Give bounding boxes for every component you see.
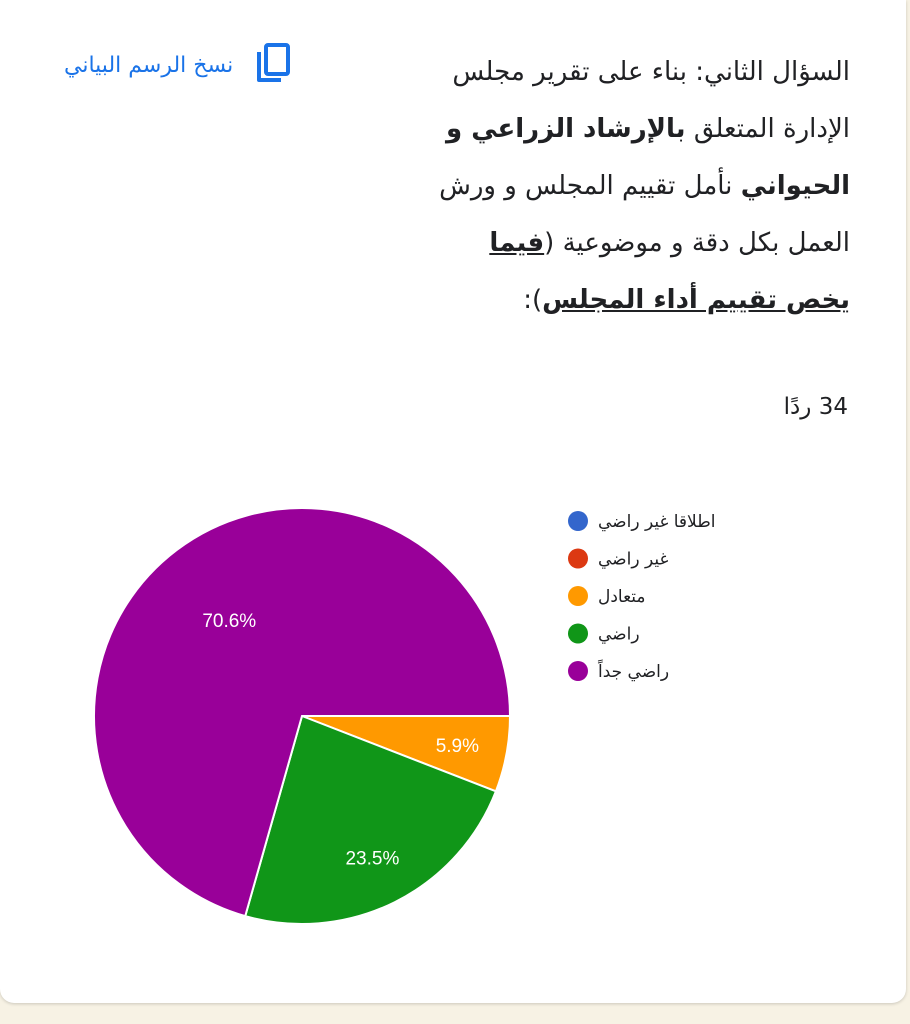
question-text-part3: ): bbox=[523, 285, 543, 315]
slice-label-2: 5.9% bbox=[435, 736, 480, 758]
legend-label-1: غير راضي bbox=[598, 549, 669, 570]
slice-label-3: 23.5% bbox=[345, 848, 400, 870]
question-bold-text: بالإرشاد الزراعي و الحيواني bbox=[445, 114, 850, 201]
legend-label-3: راضي bbox=[598, 624, 640, 645]
legend-marker-1 bbox=[568, 549, 588, 569]
pie-chart bbox=[0, 440, 906, 980]
legend-marker-4 bbox=[568, 661, 588, 681]
question-text-part2: نأمل تقييم المجلس و ورش العمل بكل دقة و موضوعية ( bbox=[439, 171, 850, 258]
question-underlined-text: فيما يخص تقييم أداء المجلس bbox=[489, 228, 850, 315]
copy-chart-button[interactable] bbox=[64, 42, 291, 88]
question-title bbox=[420, 44, 850, 329]
legend-label-0: اطلاقا غير راضي bbox=[598, 512, 716, 532]
legend-label-2: متعادل bbox=[598, 587, 646, 607]
legend-label-4: راضي جداً bbox=[598, 662, 670, 682]
slice-label-4: 70.6% bbox=[202, 610, 257, 632]
copy-chart-label: نسخ الرسم البياني bbox=[64, 52, 234, 78]
response-count: 34 ردًا bbox=[783, 394, 848, 420]
copy-icon bbox=[255, 42, 291, 88]
legend-marker-3 bbox=[568, 624, 588, 644]
question-text-part1: السؤال الثاني: بناء على تقرير مجلس الإدارة المتعلق bbox=[452, 57, 850, 144]
legend-marker-0 bbox=[568, 511, 588, 531]
legend-marker-2 bbox=[568, 586, 588, 606]
